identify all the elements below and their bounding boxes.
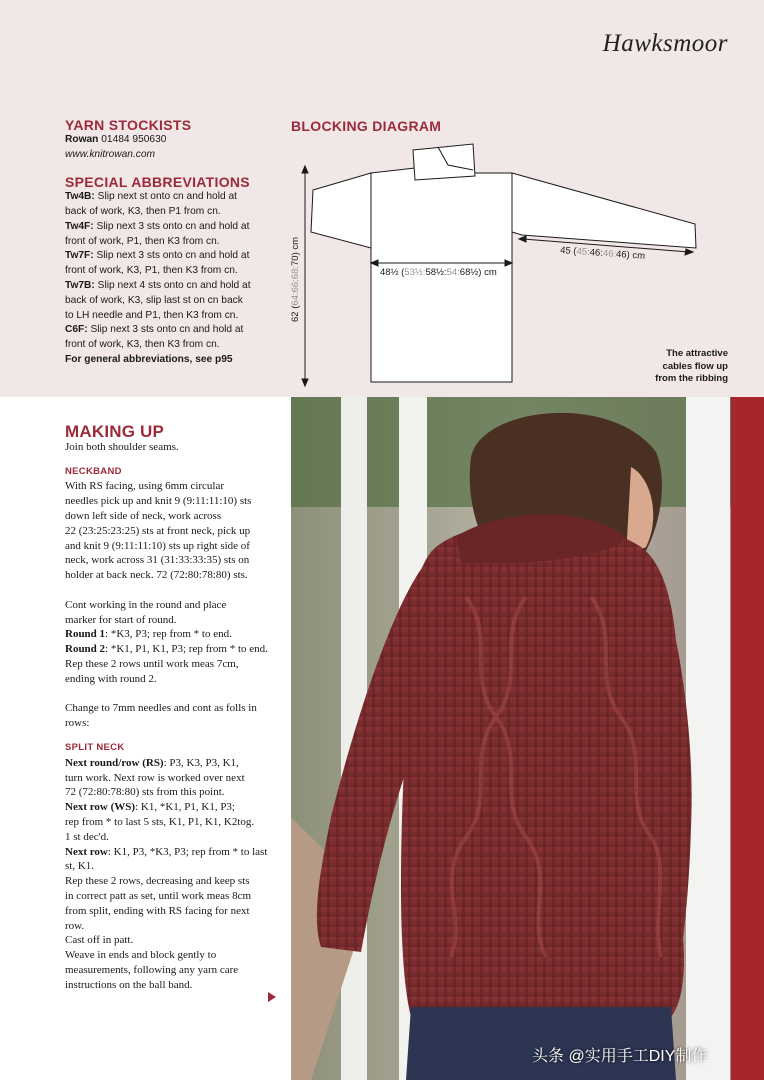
yarn-url-text[interactable]: www.knitrowan.com <box>65 148 156 160</box>
instruction-line: in correct patt as set, until work meas 8cm <box>65 889 252 902</box>
abbreviation-code: Tw7F: <box>65 250 94 262</box>
abbreviation-list <box>65 190 280 353</box>
caption-line: cables flow up <box>662 360 728 372</box>
sleeve-arrow-left <box>519 236 526 242</box>
next-round-label: Next round/row (RS) <box>65 756 164 769</box>
instruction-line: Change to 7mm needles and cont as folls in <box>65 702 257 715</box>
abbreviation-text: Slip next 3 sts onto cn and hold at <box>93 220 250 232</box>
instruction-line: rep from * to last 5 sts, K1, P1, K1, K2tog. <box>65 815 255 828</box>
yarn-company: Rowan <box>65 133 99 145</box>
neckband-instructions <box>65 479 277 583</box>
abbreviation-text: back of work, K3, then P1 from cn. <box>65 205 221 217</box>
instruction-line: ending with round 2. <box>65 672 157 685</box>
abbreviation-line <box>65 309 280 324</box>
instruction-line: from split, ending with RS facing for next <box>65 904 250 917</box>
next-row-line <box>65 845 277 860</box>
abbreviation-text: Slip next 3 sts onto cn and hold at <box>87 324 244 336</box>
instruction-line: 22 (23:25:23:25) sts at front neck, pick up <box>65 524 251 537</box>
instruction-line: 72 (72:80:78:80) sts from this point. <box>65 786 225 799</box>
abbreviation-line <box>65 190 280 205</box>
abbreviation-line <box>65 294 280 309</box>
making-up-section <box>65 422 277 992</box>
instruction-line: st, K1. <box>65 860 95 873</box>
instruction-line: needles pick up and knit 9 (9:11:11:10) sts <box>65 495 252 508</box>
abbreviation-text: to LH needle and P1, then K3 from cn. <box>65 309 239 321</box>
instruction-line: turn work. Next row is worked over next <box>65 771 245 784</box>
round2-label: Round 2 <box>65 643 106 656</box>
general-abbreviations-note <box>65 353 280 368</box>
caption-line: The attractive <box>666 348 728 359</box>
next-round-text: : P3, K3, P3, K1, <box>163 756 239 769</box>
right-sleeve-outline <box>512 173 696 248</box>
instruction-line: Rep these 2 rows, decreasing and keep sts <box>65 875 250 888</box>
abbreviation-line <box>65 264 280 279</box>
instruction-line: row. <box>65 919 85 932</box>
instruction-line: 1 st dec'd. <box>65 830 109 843</box>
instruction-line: Rep these 2 rows until work meas 7cm, <box>65 657 239 670</box>
abbreviation-text: Slip next 3 sts onto cn and hold at <box>93 250 250 262</box>
sleeve-arrow-right <box>685 249 693 255</box>
abbreviation-text: Slip next st onto cn and hold at <box>94 191 237 203</box>
next-row-text: : K1, P3, *K3, P3; rep from * to last <box>107 845 268 858</box>
white-pillar <box>686 397 730 1080</box>
abbreviation-line <box>65 220 280 235</box>
abbreviation-line <box>65 279 280 294</box>
abbreviation-text: Slip next 4 sts onto cn and hold at <box>94 279 251 291</box>
instruction-line: Weave in ends and block gently to <box>65 949 217 962</box>
next-ws-line <box>65 800 277 815</box>
abbreviation-code: Tw4B: <box>65 191 95 203</box>
blocking-diagram-heading: BLOCKING DIAGRAM <box>291 118 442 134</box>
collar-outline <box>413 144 475 180</box>
yarn-company-line <box>65 133 280 148</box>
abbreviation-line <box>65 249 280 264</box>
finishing-instructions <box>65 874 277 992</box>
sleeve-measurement: 45 (45:46:46:46) cm <box>559 245 646 262</box>
instruction-line: holder at back neck. 72 (72:80:78:80) sts. <box>65 569 248 582</box>
abbreviation-line <box>65 338 280 353</box>
yarn-phone: 01484 950630 <box>101 133 167 145</box>
next-round-line <box>65 756 277 771</box>
next-ws-label: Next row (WS) <box>65 801 136 814</box>
abbreviation-line <box>65 323 280 338</box>
left-sleeve-outline <box>311 173 371 248</box>
instruction-line: neck, work across 31 (31:33:33:35) sts on <box>65 554 250 567</box>
instruction-line: instructions on the ball band. <box>65 978 193 991</box>
photo-caption <box>655 348 728 386</box>
blocking-diagram <box>285 140 710 392</box>
abbreviation-code: Tw4F: <box>65 220 94 232</box>
chest-measurement: 48½ (53½:58½:54:68½) cm <box>380 267 497 278</box>
next-row-label: Next row <box>65 845 108 858</box>
instruction-line: Cast off in patt. <box>65 934 134 947</box>
making-up-intro: Join both shoulder seams. <box>65 440 179 453</box>
instruction-line: down left side of neck, work across <box>65 509 222 522</box>
abbreviation-text: front of work, K3, then K3 from cn. <box>65 339 220 351</box>
watermark: 头条 @实用手工DIY制作 <box>532 1048 708 1065</box>
red-door <box>731 397 764 1080</box>
round1-label: Round 1 <box>65 628 106 641</box>
round2-text: : *K1, P1, K1, P3; rep from * to end. <box>105 643 268 656</box>
abbreviation-code: C6F: <box>65 324 88 336</box>
round1-text: : *K3, P3; rep from * to end. <box>105 628 232 641</box>
round1-line <box>65 627 277 642</box>
abbreviation-line <box>65 205 280 220</box>
general-abbreviations-text: For general abbreviations, see p95 <box>65 353 233 365</box>
yarn-stockists-heading: YARN STOCKISTS <box>65 117 192 133</box>
height-arrow-top <box>302 166 308 173</box>
sweater-photo <box>291 397 764 1080</box>
making-up-heading: MAKING UP <box>65 422 165 441</box>
stockists-abbreviations-column <box>65 118 280 368</box>
next-page-arrow-icon[interactable] <box>268 992 276 1002</box>
instruction-line: and knit 9 (9:11:11:10) sts up right side of <box>65 539 250 552</box>
next-ws-text: : K1, *K1, P1, K1, P3; <box>135 801 235 814</box>
instruction-line: Cont working in the round and place <box>65 598 227 611</box>
abbreviation-code: Tw7B: <box>65 279 95 291</box>
abbreviation-line <box>65 235 280 250</box>
caption-line: from the ribbing <box>655 373 728 384</box>
neckband-heading: NECKBAND <box>65 465 122 477</box>
abbreviation-text: back of work, K3, slip last st on cn back <box>65 294 243 306</box>
split-neck-heading: SPLIT NECK <box>65 741 125 753</box>
height-arrow-bottom <box>302 379 308 386</box>
instruction-line: With RS facing, using 6mm circular <box>65 480 225 493</box>
abbreviation-text: front of work, P1, then K3 from cn. <box>65 235 220 247</box>
brand-title: Hawksmoor <box>602 30 728 57</box>
special-abbreviations-heading: SPECIAL ABBREVIATIONS <box>65 174 250 191</box>
instruction-line: rows: <box>65 717 90 730</box>
round2-line <box>65 642 277 657</box>
abbreviation-text: front of work, K3, P1, then K3 from cn. <box>65 265 238 277</box>
instruction-line: measurements, following any yarn care <box>65 963 239 976</box>
height-measurement: 62 (64:66:68:70) cm <box>290 236 301 322</box>
yarn-url[interactable] <box>65 148 280 163</box>
instruction-line: marker for start of round. <box>65 613 177 626</box>
